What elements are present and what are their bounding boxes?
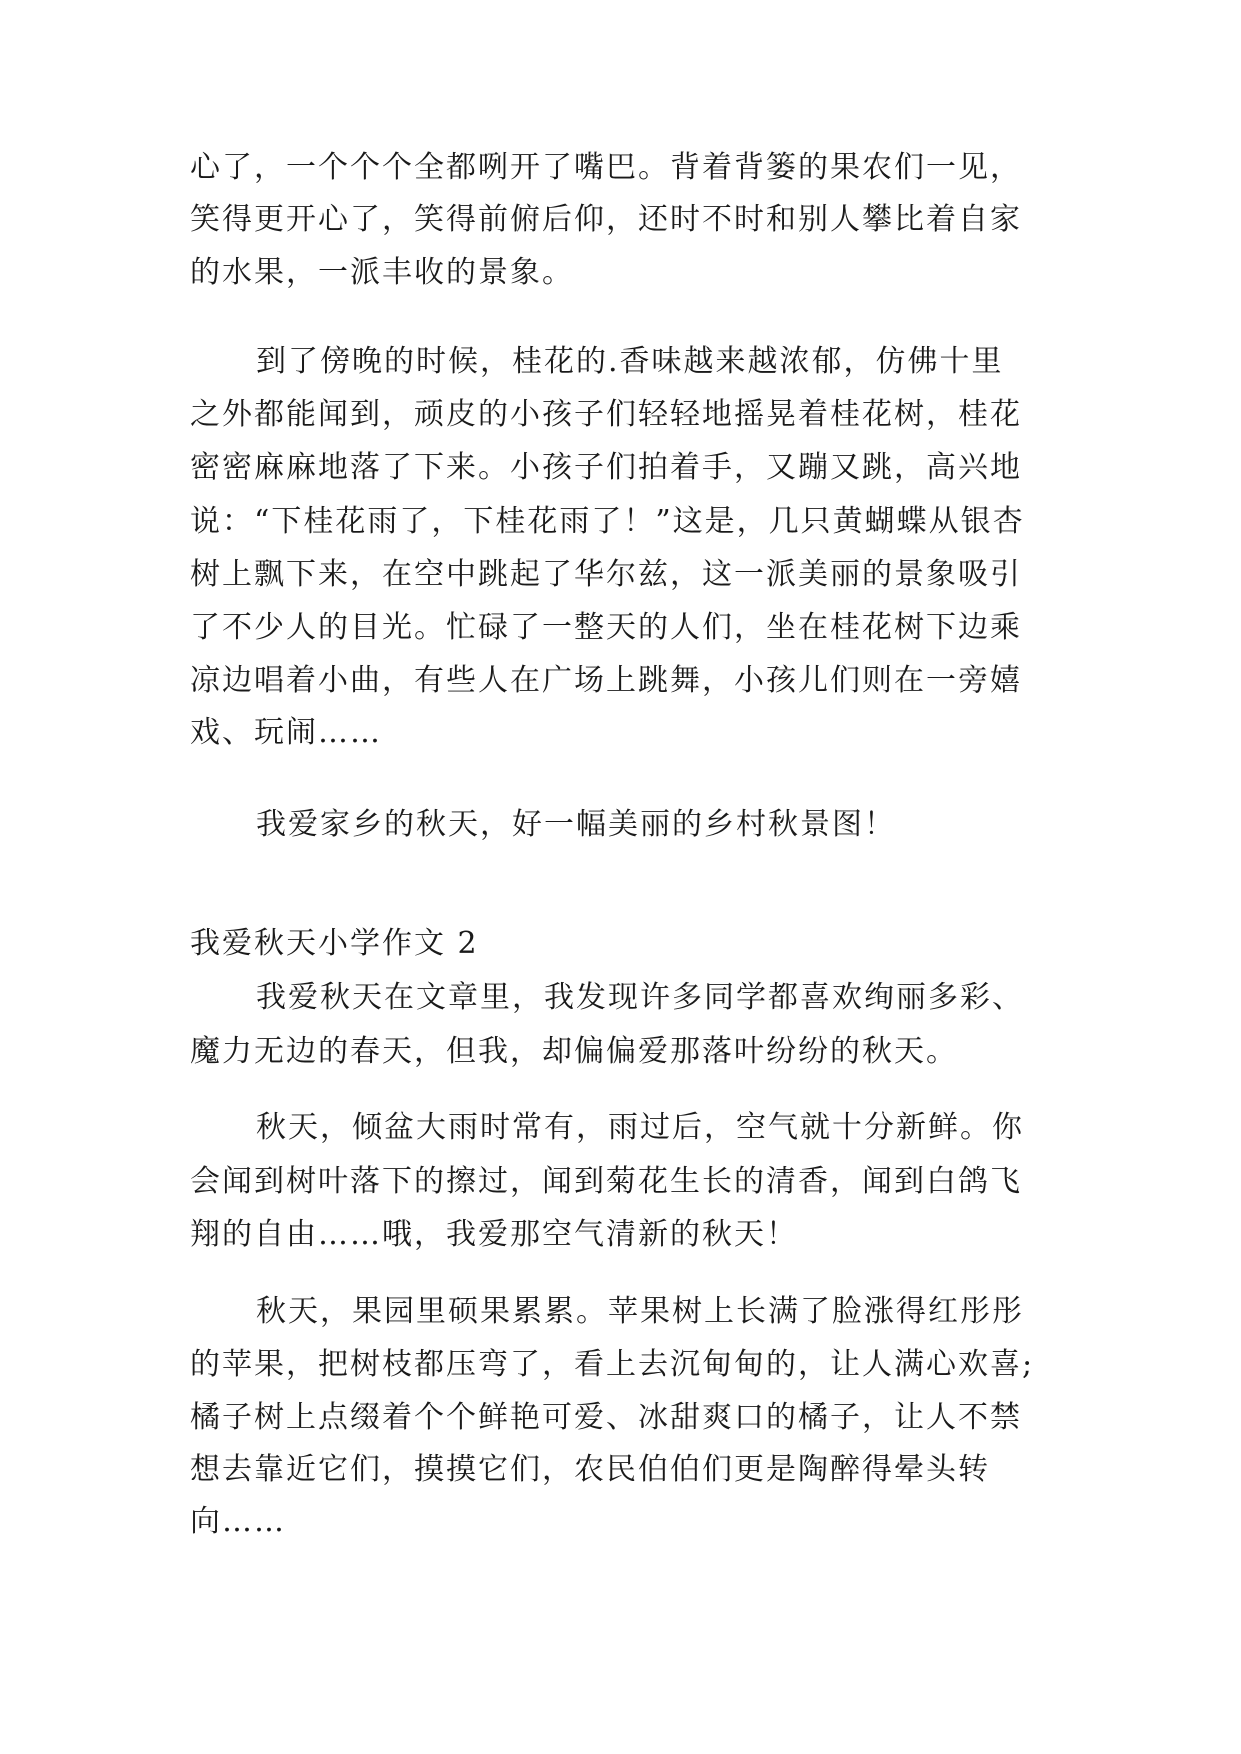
section-heading: 我爱秋天小学作文 2	[190, 926, 479, 961]
paragraph-line: 秋天，倾盆大雨时常有，雨过后，空气就十分新鲜。你	[256, 1110, 1024, 1145]
paragraph-line: 想去靠近它们，摸摸它们，农民伯伯们更是陶醉得晕头转	[190, 1452, 990, 1487]
paragraph-line: 笑得更开心了，笑得前俯后仰，还时不时和别人攀比着自家	[190, 202, 1022, 237]
paragraph-line: 凉边唱着小曲，有些人在广场上跳舞，小孩儿们则在一旁嬉	[190, 663, 1022, 698]
paragraph-line: 之外都能闻到，顽皮的小孩子们轻轻地摇晃着桂花树，桂花	[190, 397, 1022, 432]
paragraph-line: 向……	[190, 1504, 286, 1539]
paragraph-line: 了不少人的目光。忙碌了一整天的人们，坐在桂花树下边乘	[190, 610, 1022, 645]
paragraph-line: 秋天，果园里硕果累累。苹果树上长满了脸涨得红彤彤	[256, 1294, 1024, 1329]
paragraph-line: 说：“下桂花雨了，下桂花雨了！”这是，几只黄蝴蝶从银杏	[190, 504, 1025, 539]
paragraph-line: 戏、玩闹……	[190, 715, 382, 750]
paragraph-line: 树上飘下来，在空中跳起了华尔兹，这一派美丽的景象吸引	[190, 557, 1022, 592]
paragraph-line: 我爱家乡的秋天，好一幅美丽的乡村秋景图！	[256, 807, 896, 842]
paragraph-line: 到了傍晚的时候，桂花的.香味越来越浓郁，仿佛十里	[256, 344, 1004, 379]
paragraph-line: 我爱秋天在文章里，我发现许多同学都喜欢绚丽多彩、	[256, 980, 1024, 1015]
paragraph-line: 魔力无边的春天，但我，却偏偏爱那落叶纷纷的秋天。	[190, 1034, 958, 1069]
paragraph-line: 会闻到树叶落下的擦过，闻到菊花生长的清香，闻到白鸽飞	[190, 1164, 1022, 1199]
paragraph-line: 橘子树上点缀着个个鲜艳可爱、冰甜爽口的橘子，让人不禁	[190, 1400, 1022, 1435]
paragraph-line: 的苹果，把树枝都压弯了，看上去沉甸甸的，让人满心欢喜;	[190, 1347, 1035, 1382]
paragraph-line: 翔的自由……哦，我爱那空气清新的秋天！	[190, 1217, 798, 1252]
paragraph-line: 密密麻麻地落了下来。小孩子们拍着手，又蹦又跳，高兴地	[190, 450, 1022, 485]
paragraph-line: 心了，一个个个全都咧开了嘴巴。背着背篓的果农们一见，	[190, 150, 1022, 185]
paragraph-line: 的水果，一派丰收的景象。	[190, 255, 574, 290]
